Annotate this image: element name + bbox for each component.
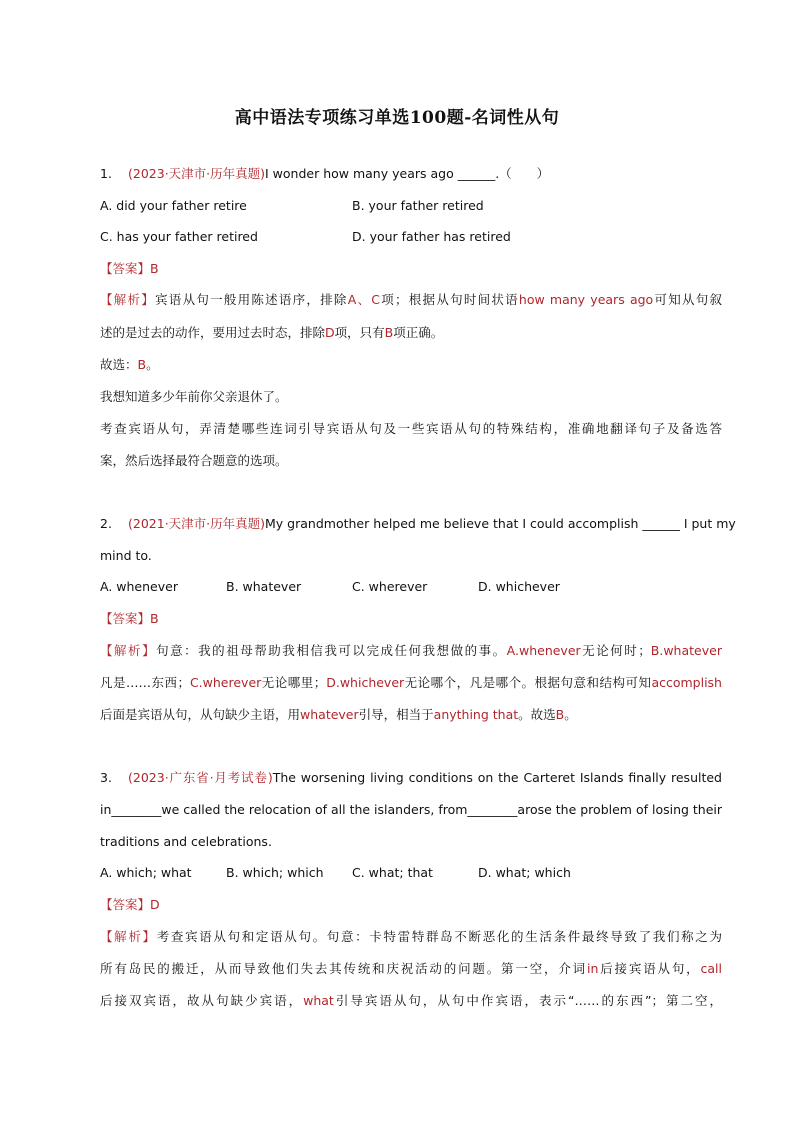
question-1-analysis-line-2: 述的是过去的动作，要用过去时态，排除D项，只有B项正确。 bbox=[100, 325, 444, 340]
question-1-analysis-line-3: 故选：B。 bbox=[100, 357, 159, 372]
question-1-analysis-line-1: 【解析】宾语从句一般用陈述语序，排除A、C项；根据从句时间状语how many years ago可知从句叙 bbox=[100, 292, 722, 307]
question-3-analysis-line-3: 后接双宾语，故从句缺少宾语，what引导宾语从句，从句中作宾语，表示“……的东西”；第二空， bbox=[100, 993, 722, 1008]
option-d: D. your father has retired bbox=[352, 229, 511, 244]
option-a: A. whenever bbox=[100, 579, 178, 594]
option-d: D. what; which bbox=[478, 865, 571, 880]
question-3-source: (2023·广东省·月考试卷) bbox=[128, 770, 273, 785]
option-c: C. has your father retired bbox=[100, 229, 258, 244]
question-2-analysis-line-2: 凡是……东西；C.wherever无论哪里；D.whichever无论哪个，凡是哪个。根据句意和结构可知accomplish bbox=[100, 675, 722, 690]
question-3-answer: 【答案】D bbox=[100, 897, 160, 912]
question-1-answer: 【答案】B bbox=[100, 261, 159, 276]
question-2-source: (2021·天津市·历年真题) bbox=[128, 516, 266, 531]
question-1-analysis-line-6: 案，然后选择最符合题意的选项。 bbox=[100, 453, 288, 468]
question-2-stem-line-1: 2. (2021·天津市·历年真题)My grandmother helped me believe that I could accomplish ______ I put my bbox=[100, 516, 736, 531]
question-2-stem-line-2: mind to. bbox=[100, 548, 152, 563]
question-1-translation: 我想知道多少年前你父亲退休了。 bbox=[100, 389, 288, 404]
question-3-stem-line-1: 3. (2023·广东省·月考试卷)The worsening living conditions on the Carteret Islands finally resulted bbox=[100, 770, 722, 785]
question-2-analysis-line-1: 【解析】句意：我的祖母帮助我相信我可以完成任何我想做的事。A.whenever无论何时；B.whatever bbox=[100, 643, 722, 658]
question-1-source: (2023·天津市·历年真题) bbox=[128, 166, 266, 181]
question-3-analysis-line-2: 所有岛民的搬迁，从而导致他们失去其传统和庆祝活动的问题。第一空，介词in后接宾语从句，call bbox=[100, 961, 722, 976]
question-3-stem-line-2: in________we called the relocation of all the islanders, from________arose the problem of losing their bbox=[100, 802, 723, 817]
question-2-answer: 【答案】B bbox=[100, 611, 159, 626]
option-b: B. whatever bbox=[226, 579, 302, 594]
option-b: B. your father retired bbox=[352, 198, 484, 213]
option-b: B. which; which bbox=[226, 865, 324, 880]
option-c: C. wherever bbox=[352, 579, 428, 594]
question-2-analysis-line-3: 后面是宾语从句，从句缺少主语，用whatever引导，相当于anything that。故选B。 bbox=[100, 707, 577, 722]
question-1-analysis-line-5: 考查宾语从句，弄清楚哪些连词引导宾语从句及一些宾语从句的特殊结构，准确地翻译句子及备选答 bbox=[100, 421, 722, 436]
option-a: A. which; what bbox=[100, 865, 192, 880]
option-a: A. did your father retire bbox=[100, 198, 247, 213]
question-3-stem-line-3: traditions and celebrations. bbox=[100, 834, 272, 849]
document-title: 高中语法专项练习单选100题-名词性从句 bbox=[234, 108, 560, 128]
question-3-analysis-line-1: 【解析】考查宾语从句和定语从句。句意：卡特雷特群岛不断恶化的生活条件最终导致了我们称之为 bbox=[100, 929, 722, 944]
question-1-stem: 1. (2023·天津市·历年真题)I wonder how many years ago ______.（ ） bbox=[100, 166, 550, 181]
option-c: C. what; that bbox=[352, 865, 433, 880]
option-d: D. whichever bbox=[478, 579, 560, 594]
